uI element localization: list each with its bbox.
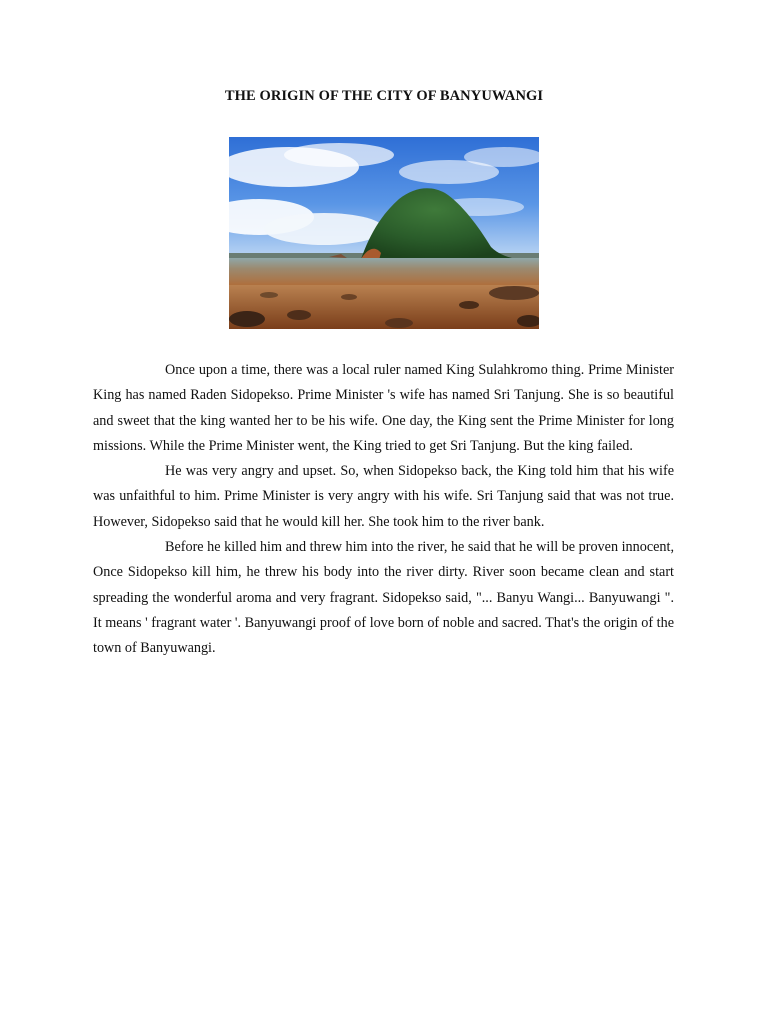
paragraph-1: Once upon a time, there was a local ruler named King Sulahkromo thing. Prime Minister King has named Raden Sidopekso. Prime Minister 's wife has named Sri Tanjung. She is so beautiful and sweet that the king wanted her to be his wife. One day, the King sent the Prime Minister for long missions. While the Prime Minister went, the King tried to get Sri Tanjung. But the king failed. xyxy=(93,362,674,454)
paragraph-2: He was very angry and upset. So, when Sidopekso back, the King told him that his wife was unfaithful to him. Prime Minister is very angry with his wife. Sri Tanjung said that was not true. However, Sidopekso said that he would kill her. She took him to the river bank. xyxy=(93,463,674,530)
paragraph-3: Before he killed him and threw him into the river, he said that he will be proven innocent, Once Sidopekso kill him, he threw his body into the river dirty. River soon became clean and start spreading the wonderful aroma and very fragrant. Sidopekso said, "... Banyu Wangi... Banyuwangi ". It means ' fragrant water '. Banyuwangi proof of love born of noble and sacred. That's the origin of the town of Banyuwangi. xyxy=(93,539,674,657)
island-photo xyxy=(229,137,539,329)
document-title: THE ORIGIN OF THE CITY OF BANYUWANGI xyxy=(224,88,544,104)
story-body xyxy=(93,358,674,662)
